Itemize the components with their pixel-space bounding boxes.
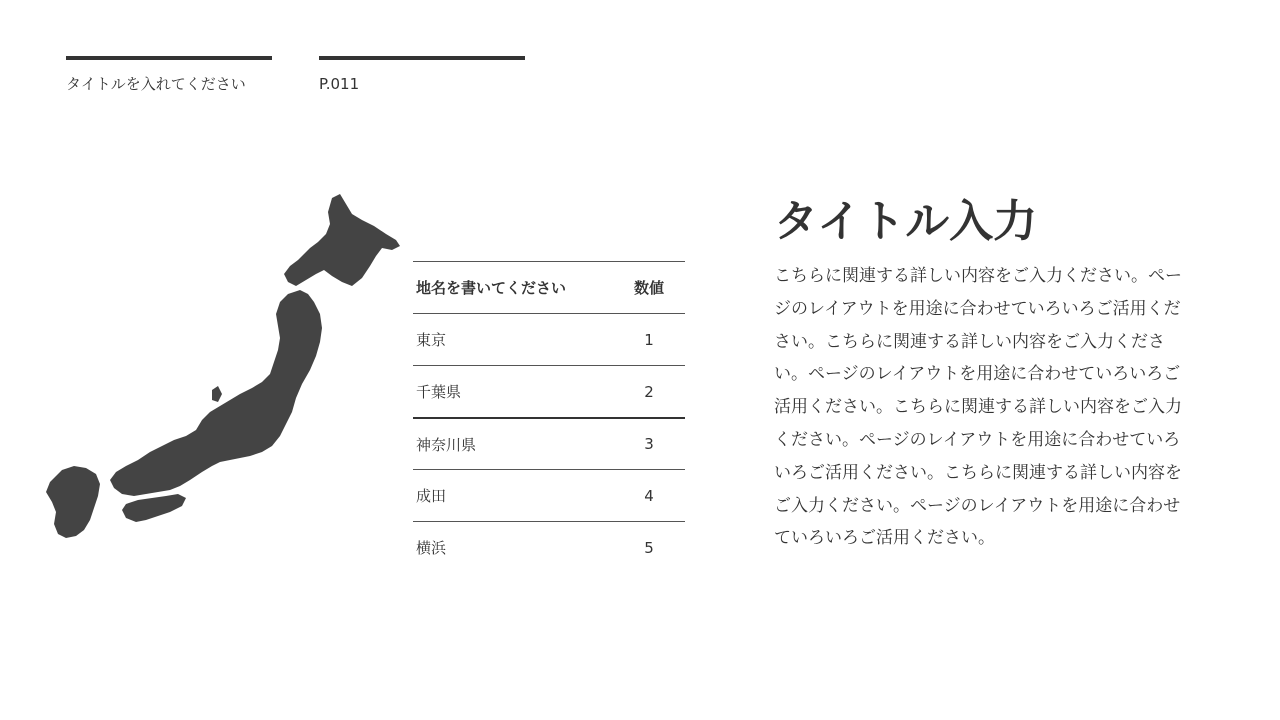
- table-row: [413, 365, 685, 417]
- header-rule-right: [319, 56, 525, 60]
- table-row: [413, 313, 685, 365]
- cell-value: 3: [644, 435, 654, 453]
- page-number: P.011: [319, 75, 360, 93]
- table-header-row: [413, 261, 685, 313]
- content-body: こちらに関連する詳しい内容をご入力ください。ページのレイアウトを用途に合わせていろいろご活用ください。こちらに関連する詳しい内容をご入力ください。ページのレイアウトを用途に合わせていろいろご活用ください。こちらに関連する詳しい内容をご入力ください。ページのレイアウトを用途に合わせていろいろご活用ください。こちらに関連する詳しい内容をご入力ください。ページのレイアウトを用途に合わせていろいろご活用ください。: [774, 266, 1182, 549]
- cell-name: 横浜: [416, 539, 447, 557]
- cell-value: 4: [644, 486, 654, 505]
- cell-name: 東京: [416, 331, 447, 349]
- place-table: [413, 261, 685, 573]
- cell-value: 2: [644, 382, 654, 401]
- cell-value: 5: [644, 538, 654, 557]
- header-title: タイトルを入れてください: [66, 75, 246, 93]
- column-header-value: 数値: [633, 279, 664, 297]
- japan-map-icon: [40, 190, 410, 550]
- cell-name: 成田: [416, 487, 447, 505]
- cell-value: 1: [644, 330, 654, 349]
- table-row: [413, 469, 685, 521]
- cell-name: 神奈川県: [416, 435, 477, 454]
- header-rule-left: [66, 56, 272, 60]
- cell-name: 千葉県: [416, 383, 462, 401]
- content-title: タイトル入力: [774, 196, 1038, 247]
- table-row: [413, 521, 685, 573]
- column-header-name: 地名を書いてください: [416, 279, 567, 297]
- table-row: [413, 417, 685, 469]
